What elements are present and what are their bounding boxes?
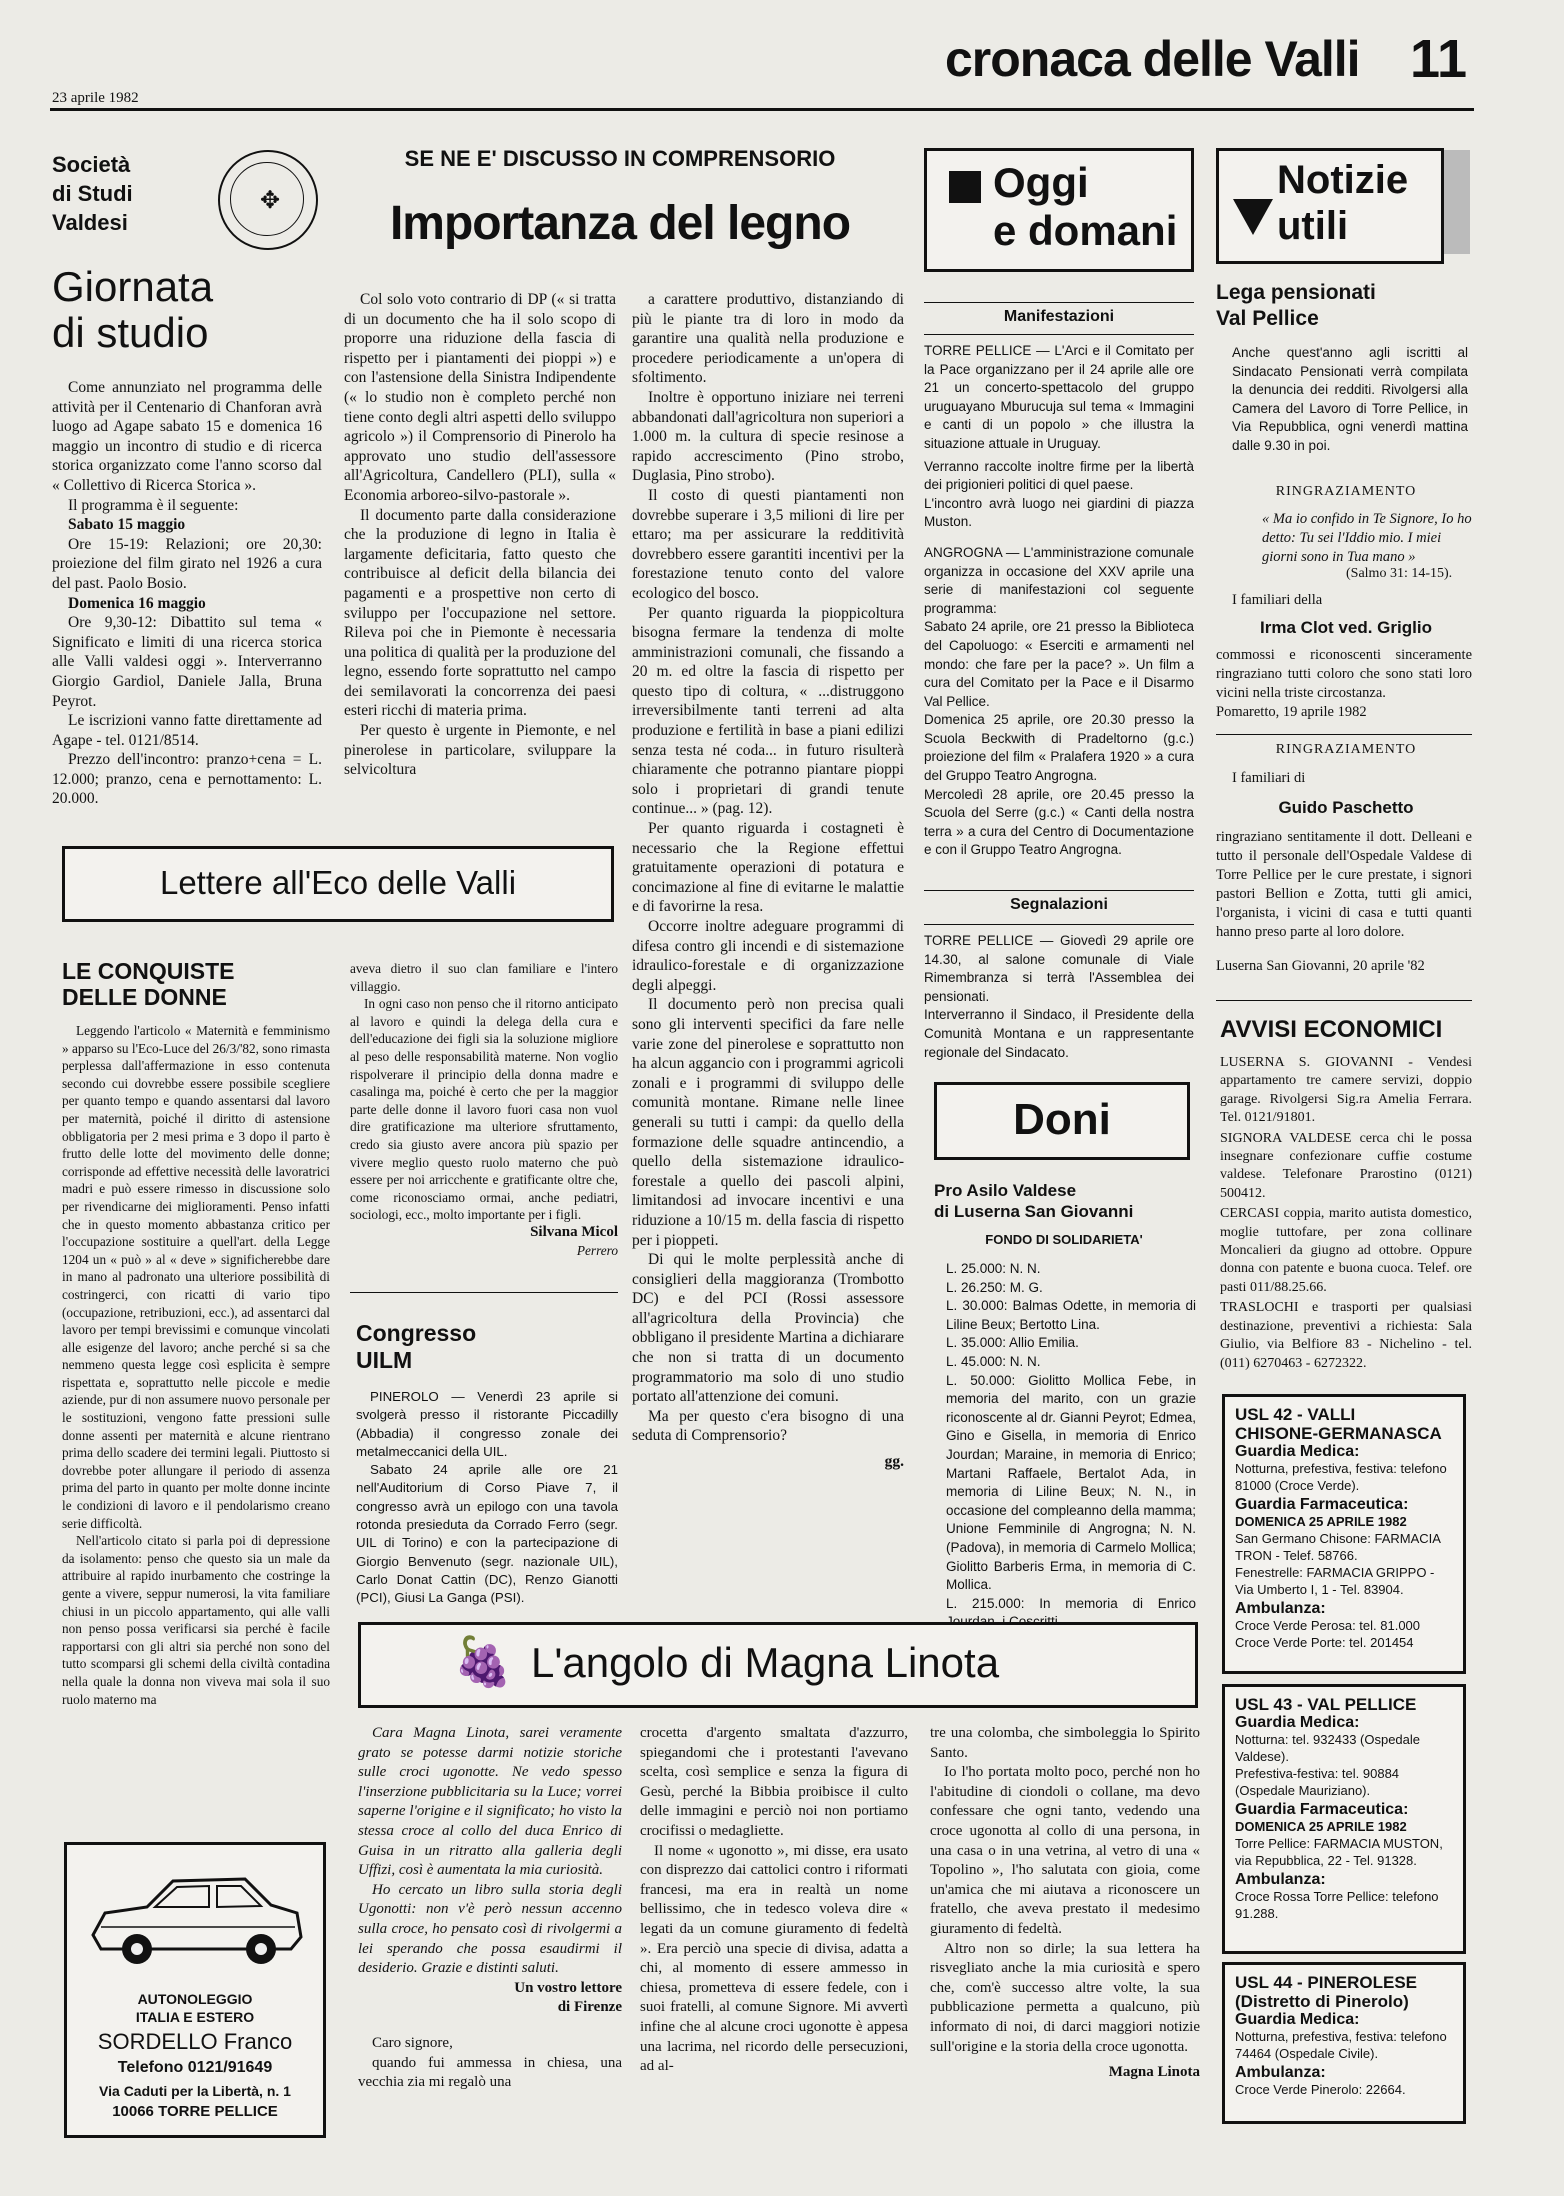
lettere-place: Perrero xyxy=(576,1242,618,1258)
usl-44-box xyxy=(1222,1962,1466,2124)
magna-col1 xyxy=(358,1724,622,2093)
list-item: L. 35.000: Allio Emilia. xyxy=(946,1335,1079,1351)
paragraph: Ma per questo c'era bisogno di una seduta di Comprensorio? xyxy=(632,1407,904,1445)
paragraph: Col solo voto contrario di DP (« si tratta di un documento che ha il solo scopo di proporre una riduzione della fascia di rispetto per i piantamenti dei pioppi ») e con l'astensione della Sinistra Indipendente (« lo studio non è completo perché non tiene conto degli altri aspetti dello sviluppo agricolo ») il Comprensorio di Pinerolo ha approvato uno studio dell'assessore all'Agricoltura, Candellero (PLI), sulla « Economia arboreo-silvo-pastorale ». xyxy=(344,291,616,504)
ringraziamento-1-name: Irma Clot ved. Griglio xyxy=(1260,618,1432,637)
paragraph: Il nome « ugonotto », mi disse, era usato con disprezzo dai cattolici contro i riformati francesi, ma era in realtà un nome bellissimo, che in tedesco voleva dire « legati da un comune giuramento di fedeltà ». Era perciò una specie di divisa, adatta a chi, al momento di essere ammesso in chiesa, prometteva di essere fedele, con i suoi fratelli, al comune Signore. Mi avvertì infine che al alcune croci ugonotte è appesa una lacrima, nel ricordo delle persecuzioni, ad al- xyxy=(640,1842,908,2075)
paragraph: Cara Magna Linota, sarei veramente grato se potesse darmi notizie storiche sulle croci ugonotte. Ne vedo spesso l'inserzione pubblicitaria su la Luce; vorrei saperne l'origine e il significato; ho visto la stessa croce al collo del duca Enrico di Guisa in un ritratto alla galleria degli Uffizi, così è aumentata la mia curiosità. xyxy=(358,1725,622,1879)
ringraziamento-1-head: RINGRAZIAMENTO xyxy=(1275,484,1417,499)
paragraph: Domenica 16 maggio xyxy=(68,594,206,612)
lega-text: Anche quest'anno agli iscritti al Sindacato Pensionati verrà compilata la denuncia dei redditi. Rivolgersi alla Camera del Lavoro di Torre Pellice, in Via Repubblica, ogni venerdì mattina dalle 9.30 in poi. xyxy=(1232,345,1468,453)
fondo-solidarieta: FONDO DI SOLIDARIETA' xyxy=(985,1232,1143,1247)
doni-title: Doni xyxy=(1013,1095,1111,1144)
usl-line: Croce Verde Pinerolo: 22664. xyxy=(1235,2082,1406,2097)
list-item: TRASLOCHI e trasporti per qualsiasi destinazione, preventivi a richiesta: Sala Giulio, via Belfiore 83 - Nichelino - tel. (011) 6270463 - 6272322. xyxy=(1220,1300,1472,1371)
rule xyxy=(924,334,1194,335)
society-seal xyxy=(218,150,318,250)
triangle-icon xyxy=(1233,199,1273,235)
paragraph: a carattere produttivo, distanziando di più le piante tra di loro in modo da garantire una qualità nella produzione e procedere periodicamente a un'opera di sfoltimento. xyxy=(632,291,904,387)
legno-col1 xyxy=(344,290,616,780)
paragraph: Domenica 25 aprile, ore 20.30 presso la Scuola Beckwith di Pradeltorno (g.c.) proiezione del film « Pralafera 1920 » a cura del Gruppo Teatro Angrogna. xyxy=(924,712,1194,784)
issue-date: 23 aprile 1982 xyxy=(52,90,139,106)
notizie-title: Notizie utili xyxy=(1277,158,1409,248)
car-icon xyxy=(85,1857,307,1977)
rule xyxy=(924,890,1194,891)
rule xyxy=(350,1292,618,1293)
rule xyxy=(924,924,1194,925)
usl-line: Guardia Medica: xyxy=(1235,2011,1360,2028)
ringraziamento-2-head: RINGRAZIAMENTO xyxy=(1275,742,1417,757)
usl-42-title: USL 42 - VALLI CHISONE-GERMANASCA xyxy=(1235,1405,1442,1443)
rule xyxy=(1216,734,1472,735)
grapes-icon: 🍇 xyxy=(453,1636,513,1689)
paragraph: L'incontro avrà luogo nei giardini di piazza Muston. xyxy=(924,495,1194,530)
list-item: L. 25.000: N. N. xyxy=(946,1261,1041,1276)
paragraph: Il programma è il seguente: xyxy=(68,496,239,514)
ringraziamento-1-ref: (Salmo 31: 14-15). xyxy=(1346,566,1453,581)
square-icon xyxy=(949,171,981,203)
ringraziamento-2-family: I familiari di xyxy=(1232,770,1306,786)
usl-line: Notturna, prefestiva, festiva: telefono 81000 (Croce Verde). xyxy=(1235,1461,1447,1493)
lettere-banner xyxy=(62,846,614,922)
legno-headline: Importanza del legno xyxy=(389,197,851,250)
ringraziamento-2-name: Guido Paschetto xyxy=(1278,798,1414,817)
usl-line: Guardia Farmaceutica: xyxy=(1235,1801,1409,1818)
society-name: Società di Studi Valdesi xyxy=(52,152,133,235)
masthead xyxy=(0,0,1564,110)
paragraph: PINEROLO — Venerdì 23 aprile si svolgerà presso il ristorante Piccadilly (Abbadia) il congresso zonale dei metalmeccanici della UIL. xyxy=(356,1389,618,1459)
list-item: L. 26.250: M. G. xyxy=(946,1279,1043,1295)
lega-title: Lega pensionati Val Pellice xyxy=(1216,281,1376,330)
lettere-col2 xyxy=(350,960,618,1259)
legno-signature: gg. xyxy=(884,1453,904,1471)
paragraph: Occorre inoltre adeguare programmi di difesa contro gli incendi e di sistemazione idraulico-forestale e di organizzazione degli alpeggi. xyxy=(632,918,904,994)
lettere-signature: Silvana Micol xyxy=(530,1223,618,1240)
usl-line: Prefestiva-festiva: tel. 90884 (Ospedale Mauriziano). xyxy=(1235,1766,1400,1798)
sordello-city: 10066 TORRE PELLICE xyxy=(112,2103,278,2120)
ringraziamento-2-place: Luserna San Giovanni, 20 aprile '82 xyxy=(1216,958,1425,974)
avvisi-list xyxy=(1220,1054,1472,1373)
list-item: L. 215.000: In memoria di Enrico xyxy=(946,1595,1196,1611)
uilm-headline: Congresso UILM xyxy=(356,1320,477,1373)
ssv-headline: Giornata di studio xyxy=(52,263,214,356)
ssv-text xyxy=(52,378,322,809)
paragraph: Il documento però non precisa quali sono gli interventi specifici da fare nelle varie zone del pinerolese e soprattutto non ha alcun aggancio con i programmi agricoli zonali e i programmi di sviluppo delle comunità montane. Rimane nelle linee generali su tutti i campi: da quello della formazione delle squadre antincendio, a quello della sistemazione idraulico-forestale a quello dei pascoli alpini, limitandosi ad invocare incentivi e una riduzione a 10/15 m. della fascia di rispetto per i pioppeti. xyxy=(632,996,904,1249)
usl-44-title: USL 44 - PINEROLESE (Distretto di Pinerolo) xyxy=(1235,1973,1418,2011)
ringraziamento-1-quote: « Ma io confido in Te Signore, Io ho detto: Tu sei l'Iddio mio. I miei giorni sono in Tua mano » xyxy=(1262,511,1472,565)
paragraph: Caro signore, xyxy=(372,2034,453,2051)
paragraph: Per quanto riguarda i costagneti è necessario che la Regione effettui gratuitamente operazioni di potatura e concimazione al fine di evitarne le malattie e di favorirne la resa. xyxy=(632,820,904,916)
magna-col3 xyxy=(930,1724,1200,2083)
sordello-line2: ITALIA E ESTERO xyxy=(135,2009,255,2025)
usl-line: San Germano Chisone: FARMACIA TRON - Telef. 58766. xyxy=(1235,1531,1441,1563)
usl-line: Notturna, prefestiva, festiva: telefono 74464 (Ospedale Civile). xyxy=(1235,2029,1447,2061)
sordello-ad xyxy=(64,1842,326,2138)
usl-line: Croce Verde Perosa: tel. 81.000 xyxy=(1235,1618,1421,1633)
legno-kicker: SE NE E' DISCUSSO IN COMPRENSORIO xyxy=(404,146,836,171)
paragraph: Le iscrizioni vanno fatte direttamente ad Agape - tel. 0121/8514. xyxy=(52,712,322,749)
usl-line: Ambulanza: xyxy=(1235,2064,1326,2081)
usl-line: Croce Rossa Torre Pellice: telefono 91.288. xyxy=(1235,1889,1439,1921)
rule xyxy=(924,302,1194,303)
paragraph: Prezzo dell'incontro: pranzo+cena = L. 12.000; pranzo, cena e pernottamento: L. 20.000. xyxy=(52,751,322,808)
usl-line: Notturna: tel. 932433 (Ospedale Valdese). xyxy=(1235,1732,1421,1764)
paragraph: Ho cercato un libro sulla storia degli Ugonotti: non v'è però nessun accenno sulla croce, ho pensato così di rivolgermi a lei sperando che possa esaudirmi il desiderio. Grazie e distinti saluti. xyxy=(358,1881,622,1977)
paragraph: Sabato 24 aprile alle ore 21 nell'Auditorium di Corso Piave 7, il congresso avrà un epilogo con una tavola rotonda presieduta da Corrado Ferro (segr. UIL di Torino) e con la partecipazione di Giorgio Benvenuto (segr. nazionale UIL), Carlo Donat Cattin (DC), Renzo Gianotti (PCI), Giusi La Ganga (PSI). xyxy=(356,1462,618,1606)
usl-line: Guardia Medica: xyxy=(1235,1443,1360,1460)
paragraph: Verranno raccolte inoltre firme per la libertà dei prigionieri politici di quel paese. xyxy=(924,458,1194,493)
sordello-address: Via Caduti per la Libertà, n. 1 xyxy=(99,2083,291,2099)
legno-col2 xyxy=(632,290,904,1472)
section-segnalazioni: Segnalazioni xyxy=(1010,896,1108,913)
paragraph: TORRE PELLICE — L'Arci e il Comitato per la Pace organizzano per il 24 aprile alle ore 21 un concerto-spettacolo del gruppo uruguayano Mburucuja sul tema « Immagini e canti di un popolo » che illustra la situazione attuale in Uruguay. xyxy=(924,343,1194,451)
usl-line: Ambulanza: xyxy=(1235,1600,1326,1617)
paragraph: TORRE PELLICE — Giovedì 29 aprile ore 14.30, al salone comunale di Viale Rimembranza si terrà l'Assemblea dei pensionati. xyxy=(924,933,1194,1004)
paragraph: Come annunziato nel programma delle attività per il Centenario di Chanforan avrà luogo ad Agape sabato 15 e domenica 16 maggio un incontro di studio e di ricerca storica organizzato come l'anno scorso dal « Collettivo di Ricerca Storica ». xyxy=(52,379,322,494)
paragraph: Sabato 15 maggio xyxy=(68,516,186,534)
ringraziamento-2-text: ringraziano sentitamente il dott. Delleani e tutto il personale dell'Ospedale Valdese di Torre Pellice per le cure prestate, i signori pastori Bellion e Zotta, tutti gli amici, l'organista, i vicini di casa e tutti quanti hanno preso parte al loro dolore. xyxy=(1216,829,1472,940)
magna-signature: Magna Linota xyxy=(1108,2064,1200,2081)
paragraph: Io l'ho portata molto poco, perché non ho l'abitudine di ciondoli o collane, ma devo confessare che ogni tanto, vedendo una croce ugonotta al collo di una persona, in una casa o in una vetrina, al vetro di una « Topolino », l'ho salutata con gioia, come un'amica che mi aiutava a riconoscere un fratello, che aveva prestato il medesimo giuramento di fedeltà. xyxy=(930,1764,1200,1937)
usl-line: Torre Pellice: FARMACIA MUSTON, via Repubblica, 22 - Tel. 91328. xyxy=(1235,1836,1443,1868)
paragraph: Nell'articolo citato si parla poi di depressione da isolamento: penso che questo sia un male da attribuire al rapido inurbamento che costringe la gente a vivere, seppur numerosi, la vita familiare chiusi in un piccolo appartamento, qui alle valli non penso possa verificarsi sia perché è facile rapportarsi con gli altri sia perché non sono del tutto scomparsi gli schemi della civiltà contadina nella quale la donna non viveva mai sola il suo ruolo materno ma xyxy=(62,1533,330,1707)
list-item: L. 30.000: Balmas Odette, in memoria di Liline Beux; Bertotto Lina. xyxy=(946,1298,1196,1332)
magna-reader-signature: Un vostro lettore di Firenze xyxy=(514,1979,622,2016)
oggi-segnalazioni xyxy=(924,932,1194,1062)
paragraph: ANGROGNA — L'amministrazione comunale organizza in occasione del XXV aprile una serie di manifestazioni col seguente programma: xyxy=(924,544,1194,616)
section-manifestazioni: Manifestazioni xyxy=(1003,308,1115,325)
paragraph: Sabato 24 aprile, ore 21 presso la Biblioteca del Capoluogo: « Eserciti e armamenti nel mondo: che fare per la pace? ». Un film a cura del Comitato per la Pace e il Disarmo Val Pellice. xyxy=(924,619,1194,709)
sordello-name: SORDELLO Franco xyxy=(97,2029,293,2054)
lettere-col1 xyxy=(62,1022,330,1708)
oggi-header-box xyxy=(924,148,1194,272)
usl-43-title: USL 43 - VAL PELLICE xyxy=(1235,1695,1417,1714)
usl-line: Croce Verde Porte: tel. 201454 xyxy=(1235,1635,1414,1650)
paragraph: In ogni caso non penso che il ritorno anticipato al lavoro e quindi la delega della cura e dell'educazione dei figli sia la soluzione migliore al peso delle responsabilità materne. Non voglio rispolverare il principio della donna madre e casalinga ma, poiché è certo che per la maggior parte delle donne il lavoro fuori casa non vuol dire gratificazione ma ulteriore sfruttamento, credo sia giusto avere ancora più spazio per vivere meglio questo ruolo materno che può essere per noi arricchente e gratificante oltre che, come riconosciamo ormai, anche pediatri, sociologi, ecc., molto importante per i figli. xyxy=(350,996,618,1223)
paragraph: Inoltre è opportuno iniziare nei terreni abbandonati dall'agricoltura non superiori a 1.000 m. la cultura di specie resinose a rapido accrescimento (Pino strobo, Duglasia, Pino strobo). xyxy=(632,388,904,485)
notizie-shade xyxy=(1444,150,1470,254)
paragraph: crocetta d'argento smaltata d'azzurro, spiegandomi che i protestanti l'avevano scelta, così semplice e senza la figura di Gesù, perché la Bibbia proibisce il culto delle immagini e perciò noi non portiamo crocifissi o medagliette. xyxy=(640,1725,908,1839)
oggi-manifestazioni xyxy=(924,342,1194,860)
avvisi-title: AVVISI ECONOMICI xyxy=(1220,1016,1443,1043)
usl-line: Guardia Farmaceutica: xyxy=(1235,1496,1409,1513)
doni-header-box xyxy=(934,1082,1190,1160)
doni-list xyxy=(946,1260,1196,1632)
usl-line: DOMENICA 25 APRILE 1982 xyxy=(1235,1514,1407,1529)
lettere-banner-title: Lettere all'Eco delle Valli xyxy=(159,864,517,901)
sordello-line1: AUTONOLEGGIO xyxy=(137,1991,253,2007)
paragraph: Il costo di questi piantamenti non dovrebbe superare i 3,5 milioni di lire per ettaro; ma per assicurare la redditività dovrebbero essere garantiti incentivi per la forestazione tenuto conto del valore ecologico del bosco. xyxy=(632,486,904,602)
paragraph: tre una colomba, che simboleggia lo Spirito Santo. xyxy=(930,1725,1200,1761)
paragraph: Il documento parte dalla considerazione che la produzione di legno in Italia è largamente deficitaria, fatto questo che contribuisce al deficit della bilancia dei pagamenti e a prospettive non certo di sviluppo per l'occupazione nel settore. Rileva poi che in Piemonte è necessaria una politica di qualità per la produzione del legno, essendo forte soprattutto nel campo dei semilavorati la concorrenza dei paesi esteri ricchi di materia prima. xyxy=(344,506,616,720)
notizie-header-box xyxy=(1216,148,1444,264)
list-item: SIGNORA VALDESE cerca chi le possa insegnare confezionare cuffie costume valdese. Telefonare Prarostino (0121) 500412. xyxy=(1220,1130,1472,1201)
magna-col2 xyxy=(640,1724,908,2077)
ringraziamento-1-place: Pomaretto, 19 aprile 1982 xyxy=(1216,704,1367,720)
usl-line: Ambulanza: xyxy=(1235,1871,1326,1888)
paragraph: Ore 9,30-12: Dibattito sul tema « Significato e limiti di una ricerca storica alle Valli valdesi oggi ». Interverranno Giorgio Gardiol, Daniele Jalla, Bruna Peyrot. xyxy=(52,614,322,710)
list-item: L. 50.000: Giolitto Mollica Febe, in memoria del marito, con un grazie riconoscente al dr. Gianni Peyrot; Edmea, Gino e Gisella, in memoria di Enrico Jourdan; Maraine, in memoria di Enrico; Martani Raffaele, Bertalot Ada, in memoria di Liline Beux; N. N., in occasione del compleanno della mamma; Unione Femminile di Angrogna; N. N. (Padova), in memoria di Carmelo Mollica; Giolitto Barberis Erma, in memoria di C. Mollica. xyxy=(946,1372,1196,1593)
paragraph: Altro non so dirle; la sua lettera ha risvegliato anche la mia curiosità e spero che, com'è successo altre volte, la sua pubblicazione permetta a qualcuno, più informato di noi, di darci maggiori notizie sull'origine e la storia della croce ugonotta. xyxy=(930,1940,1200,2055)
paragraph: Ore 15-19: Relazioni; ore 20,30: proiezione del film girato nel 1926 a cura del past. Paolo Bosio. xyxy=(52,535,322,592)
magna-banner-title: L'angolo di Magna Linota xyxy=(531,1639,1000,1686)
doni-subtitle: Pro Asilo Valdese di Luserna San Giovanni xyxy=(934,1181,1134,1221)
seal-icon: ✥ xyxy=(260,188,281,214)
list-item: CERCASI coppia, marito autista domestico, moglie tuttofare, per zona collinare Moncalieri da giugno ad ottobre. Oppure donna con patente e buona cuoca. Telef. ore pasti 011/88.25.66. xyxy=(1220,1206,1472,1295)
paragraph: Di qui le molte perplessità anche di consiglieri della maggioranza (Trombotto DC) e del PCI (Rossi assessore all'agricoltura della Provincia) che obbligano il presidente Martina a dichiarare che non si tratta di un documento programmatorio ma solo di uno studio portato all'attenzione dei comuni. xyxy=(632,1251,904,1406)
ringraziamento-1-family: I familiari della xyxy=(1232,592,1323,608)
paragraph: Per quanto riguarda la pioppicoltura bisogna fermare la tendenza di molte amministrazioni comunali, che fissando a 20 m. ed oltre la fascia di rispetto per questo tipo di coltura, « ...distruggono irreversibilmente tanti terreni ad alta produzione e fertilità in base a piani edilizi senza testa né coda... in futuro risulterà chiaramente che potranno piantare pioppi solo i proprietari di grandi tenute continue... » (pag. 12). xyxy=(632,604,904,818)
paragraph: quando fui ammessa in chiesa, una vecchia zia mi regalò una xyxy=(358,2054,622,2091)
usl-line: Fenestrelle: FARMACIA GRIPPO - Via Umberto I, 1 - Tel. 83904. xyxy=(1235,1565,1435,1597)
paragraph: Interverranno il Sindaco, il Presidente della Comunità Montana e un rappresentante regionale del Sindacato. xyxy=(924,1007,1194,1060)
rule xyxy=(1216,1000,1472,1001)
paragraph: aveva dietro il suo clan familiare e l'intero villaggio. xyxy=(350,961,618,994)
lettere-headline: LE CONQUISTE DELLE DONNE xyxy=(62,958,235,1010)
paragraph: Leggendo l'articolo « Maternità e femminismo » apparso su l'Eco-Luce del 26/3/'82, sono rimasta perplessa dall'affermazione in esso contenuta secondo cui dovrebbe essere possibile scegliere per quanto tempo e quando assentarsi dal lavoro per maternità, poiché il diritto di astensione obbligatoria per 2 mesi prima e 3 dopo il parto è frutto delle lotte del movimento delle donne; corrisponde ad effettive necessità delle lavoratrici madri e può essere rimesso in discussione solo per rivendicarne dei miglioramenti. Penso infatti che in questo momento abbastanza critico per l'occupazione sostituire a quell'art. della Legge 1204 un « può » al « deve » significherebbe dare in mano al padronato una ulteriore possibilità di costringerci, con ricatti di vario tipo (occupazione, retribuzioni, ecc.), ad assentarci dal lavoro per tempi brevissimi e comunque vincolati alle esigenze del lavoro; anche perché si sa che nemmeno questa legge così esplicita è sempre rispettata e, soprattutto nelle piccole e medie aziende, pur di non assumere nuovo personale per le sostituzioni, vengono fatte pressioni sulle donne assenti per maternità e alcune rientrano prima dello scadere dei termini legali. Piuttosto si dovrebbe poter allungare il periodo di assenza prima del parto in quanto per molte donne incinte le condizioni di lavoro e il pendolarismo creano serie difficoltà. xyxy=(62,1023,330,1531)
usl-43-box xyxy=(1222,1684,1466,1954)
masthead-title: cronaca delle Valli xyxy=(945,31,1360,87)
oggi-title: Oggi e domani xyxy=(993,159,1178,254)
usl-line: DOMENICA 25 APRILE 1982 xyxy=(1235,1819,1407,1834)
usl-42-box xyxy=(1222,1394,1466,1674)
uilm-text xyxy=(356,1388,618,1608)
ringraziamento-1-text: commossi e riconoscenti sinceramente ringraziano tutti coloro che sono stati loro vicini nella triste circostanza. xyxy=(1216,647,1472,701)
masthead-rule xyxy=(50,108,1474,111)
usl-line: Guardia Medica: xyxy=(1235,1714,1360,1731)
magna-banner xyxy=(358,1622,1198,1708)
list-item: LUSERNA S. GIOVANNI - Vendesi appartamento tre camere servizi, doppio garage. Rivolgersi Sig.ra Amelia Ferrara. Tel. 0121/91801. xyxy=(1220,1055,1472,1126)
list-item: L. 45.000: N. N. xyxy=(946,1353,1041,1369)
paragraph: Mercoledì 28 aprile, ore 20.45 presso la Scuola del Serre (g.c.) « Canti della nostra terra » a cura del Centro di Documentazione e con il Gruppo Teatro Angrogna. xyxy=(924,786,1194,858)
paragraph: Per questo è urgente in Piemonte, e nel pinerolese in particolare, sviluppare la selvicoltura xyxy=(344,722,616,779)
sordello-tel: Telefono 0121/91649 xyxy=(117,2059,273,2076)
page-number: 11 xyxy=(1410,29,1468,89)
